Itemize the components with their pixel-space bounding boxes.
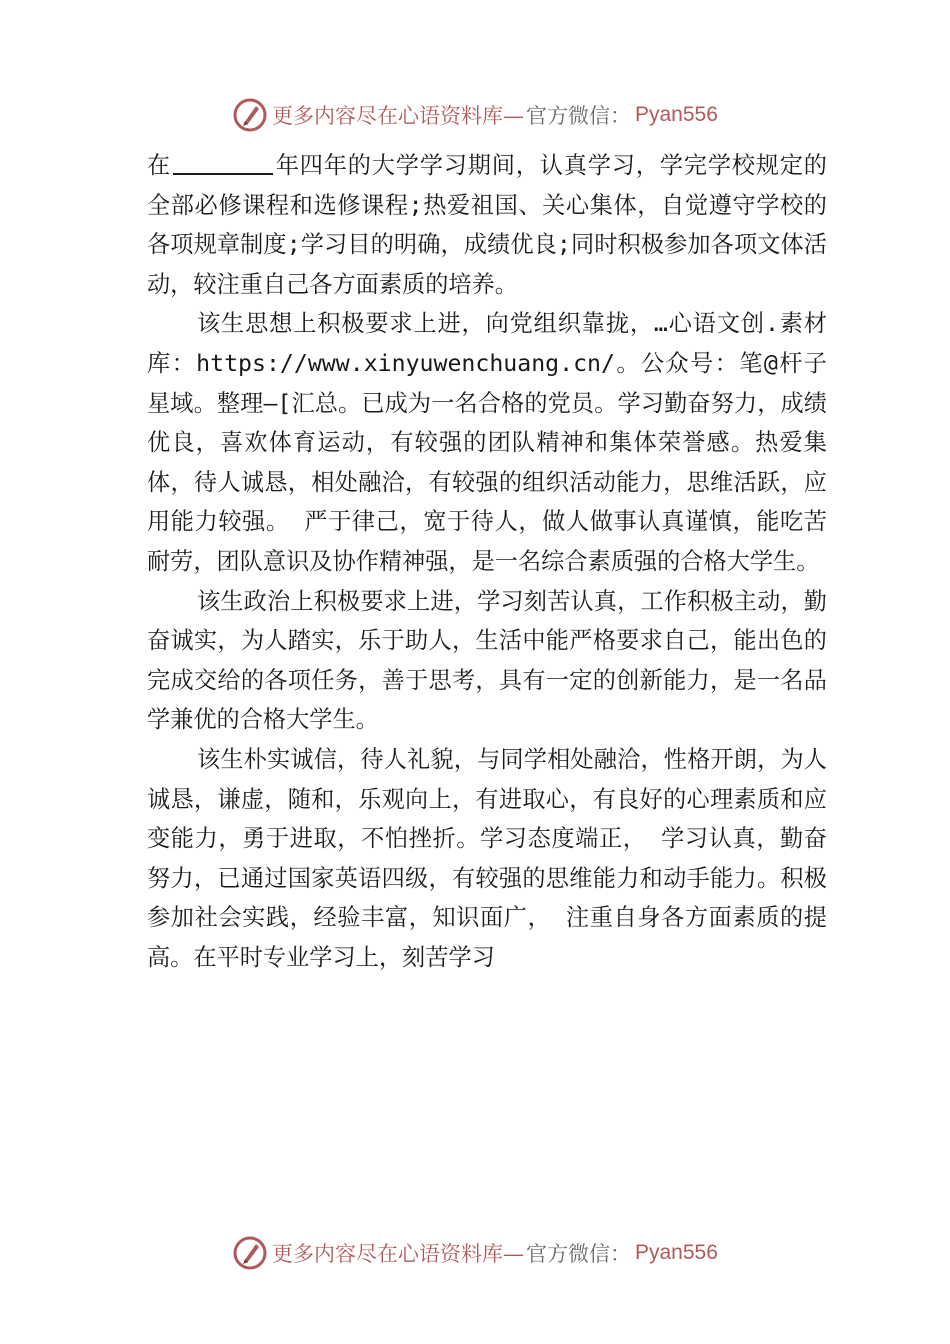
fill-in-blank	[173, 149, 273, 175]
paragraph-1	[147, 146, 827, 304]
wechat-label: 官方微信：	[526, 104, 631, 128]
wechat-id: Pyan556	[635, 103, 718, 126]
p1-start: 在	[147, 152, 171, 179]
wechat-id: Pyan556	[635, 1241, 718, 1264]
paragraph-2: 该生思想上积极要求上进，向党组织靠拢，…心语文创.素材库：https://www.xinyuwenchuang.cn/。公众号：笔@杆子星域。整理—[汇总。已成为一名合格的党员。学习勤奋努力，成绩优良，喜欢体育运动，有较强的团队精神和集体荣誉感。热爱集体，待人诚恳，相处融洽，有较强的组织活动能力，思维活跃，应用能力较强。 严于律己，宽于待人，做人做事认真谨慎，能吃苦耐劳，团队意识及协作精神强，是一名综合素质强的合格大学生。	[147, 310, 827, 575]
banner-text: 更多内容尽在心语资料库—	[272, 1242, 524, 1266]
wechat-label: 官方微信：	[526, 1242, 631, 1266]
banner-text: 更多内容尽在心语资料库—	[272, 104, 524, 128]
footer-banner	[232, 1233, 718, 1273]
header-banner	[232, 95, 718, 135]
paragraph-4: 该生朴实诚信，待人礼貌，与同学相处融洽，性格开朗，为人诚恳，谦虚，随和，乐观向上，有进取心，有良好的心理素质和应变能力，勇于进取，不怕挫折。学习态度端正， 学习认真，勤奋努力，已通过国家英语四级，有较强的思维能力和动手能力。积极参加社会实践，经验丰富，知识面广， 注重自身各方面素质的提高。在平时专业学习上，刻苦学习	[147, 745, 827, 971]
paragraph-3: 该生政治上积极要求上进，学习刻苦认真，工作积极主动，勤奋诚实，为人踏实，乐于助人，生活中能严格要求自己，能出色的完成交给的各项任务，善于思考，具有一定的创新能力，是一名品学兼优的合格大学生。	[147, 587, 827, 734]
pen-circle-logo-icon	[232, 1235, 268, 1271]
document-body	[147, 146, 827, 977]
pen-circle-logo-icon	[232, 97, 268, 133]
p1-rest: 年四年的大学学习期间，认真学习，学完学校规定的全部必修课程和选修课程;热爱祖国、关心集体，自觉遵守学校的各项规章制度;学习目的明确，成绩优良;同时积极参加各项文体活动，较注重自己各方面素质的培养。	[147, 152, 827, 298]
